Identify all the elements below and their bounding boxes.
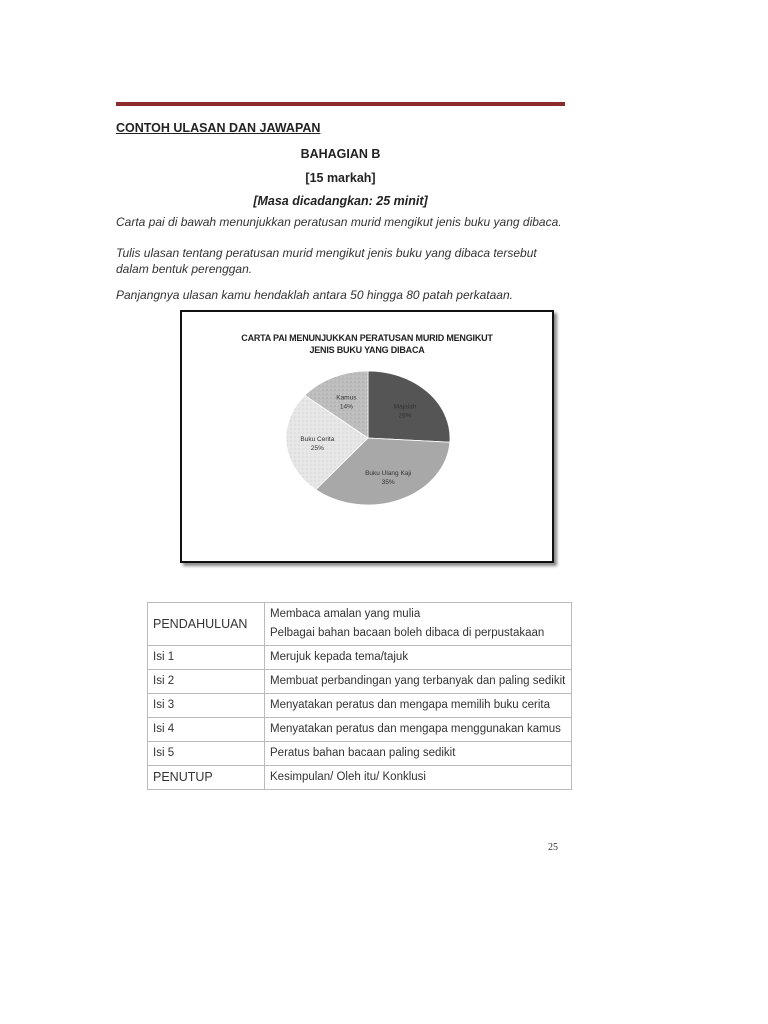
- row-section-label: Isi 5: [148, 742, 265, 766]
- table-row: [148, 742, 572, 766]
- slice-category-label: Kamus: [336, 394, 357, 402]
- header-rule: [116, 102, 565, 106]
- instruction-3: Panjangnya ulasan kamu hendaklah antara 50 hingga 80 patah perkataan.: [116, 288, 513, 302]
- row-section-label: Isi 3: [148, 694, 265, 718]
- essay-outline-table: [147, 602, 572, 790]
- row-content: [265, 646, 572, 670]
- row-content-line: Peratus bahan bacaan paling sedikit: [270, 747, 456, 759]
- row-content-line: Membaca amalan yang mulia: [270, 608, 421, 620]
- slice-category-label: Buku Cerita: [300, 435, 335, 443]
- slice-category-label: Majalah: [393, 403, 417, 411]
- table-row: [148, 694, 572, 718]
- row-content: [265, 718, 572, 742]
- row-content-line: Menyatakan peratus dan mengapa memilih buku cerita: [270, 699, 550, 711]
- table-row: [148, 766, 572, 790]
- pie-chart: [182, 312, 552, 561]
- time-label: [Masa dicadangkan: 25 minit]: [253, 194, 428, 208]
- row-content-line: Pelbagai bahan bacaan boleh dibaca di perpustakaan: [270, 627, 545, 639]
- chart-title-line-1: CARTA PAI MENUNJUKKAN PERATUSAN MURID MENGIKUT: [241, 333, 493, 343]
- row-section-label: Isi 2: [148, 670, 265, 694]
- row-content-line: Membuat perbandingan yang terbanyak dan paling sedikit: [270, 675, 566, 687]
- slice-value-label: 25%: [310, 444, 324, 452]
- row-content: [265, 742, 572, 766]
- page-heading: CONTOH ULASAN DAN JAWAPAN: [116, 121, 321, 135]
- page-number: 25: [548, 842, 558, 853]
- row-section-label: Isi 1: [148, 646, 265, 670]
- row-section-label: PENDAHULUAN: [148, 603, 265, 646]
- slice-value-label: 14%: [339, 403, 353, 411]
- row-section-label: PENUTUP: [148, 766, 265, 790]
- row-content: [265, 694, 572, 718]
- row-content: [265, 603, 572, 646]
- instruction-1: Carta pai di bawah menunjukkan peratusan murid mengikut jenis buku yang dibaca.: [116, 215, 562, 229]
- instruction-2: Tulis ulasan tentang peratusan murid mengikut jenis buku yang dibaca tersebut dalam bentuk perenggan.: [116, 246, 537, 276]
- chart-title-line-2: JENIS BUKU YANG DIBACA: [309, 345, 425, 355]
- table-row: [148, 670, 572, 694]
- table-row: [148, 603, 572, 646]
- row-content-line: Menyatakan peratus dan mengapa menggunakan kamus: [270, 723, 561, 735]
- row-content: [265, 670, 572, 694]
- marks-label: [15 markah]: [305, 171, 376, 185]
- row-content-line: Kesimpulan/ Oleh itu/ Konklusi: [270, 771, 426, 783]
- pie-chart-frame: [180, 310, 554, 563]
- row-content: [265, 766, 572, 790]
- row-content-line: Merujuk kepada tema/tajuk: [270, 651, 409, 663]
- slice-value-label: 26%: [398, 412, 412, 420]
- table-row: [148, 646, 572, 670]
- slice-category-label: Buku Ulang Kaji: [365, 470, 412, 478]
- slice-value-label: 35%: [381, 479, 395, 487]
- section-title: BAHAGIAN B: [300, 147, 381, 161]
- row-section-label: Isi 4: [148, 718, 265, 742]
- table-row: [148, 718, 572, 742]
